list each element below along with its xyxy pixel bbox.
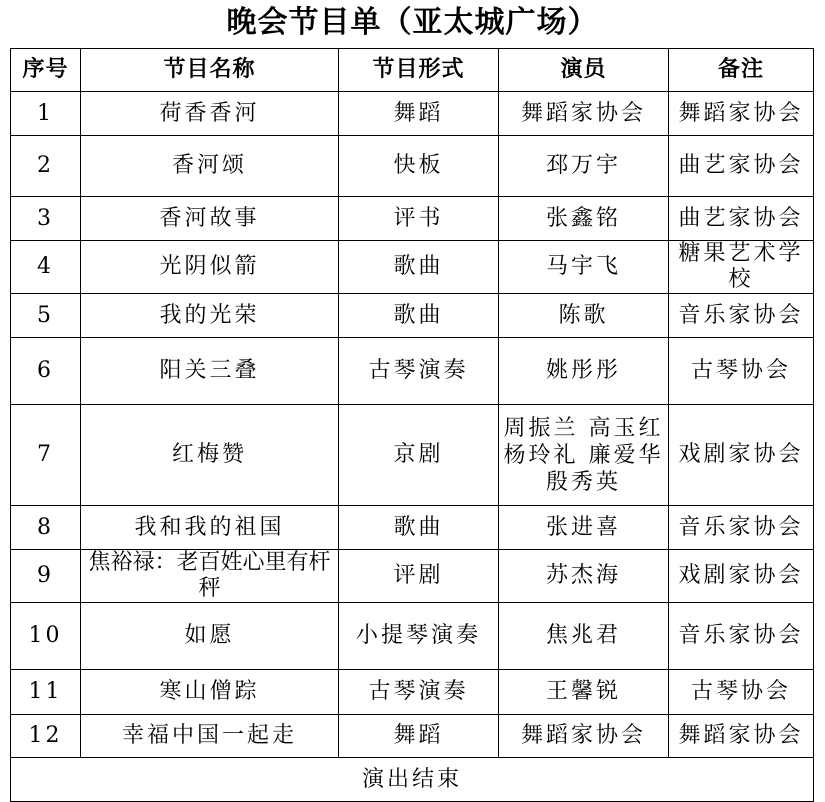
table-row	[11, 92, 814, 136]
row-program-name: 如愿	[81, 603, 339, 670]
table-row	[11, 241, 814, 294]
row-program-form: 舞蹈	[339, 715, 499, 758]
row-index: 10	[11, 603, 81, 670]
program-table	[10, 48, 814, 802]
row-program-name: 荷香香河	[81, 92, 339, 136]
row-performer: 陈歌	[499, 294, 669, 338]
row-program-form: 古琴演奏	[339, 670, 499, 715]
row-program-form: 歌曲	[339, 241, 499, 294]
row-note: 曲艺家协会	[669, 197, 814, 241]
row-index: 12	[11, 715, 81, 758]
row-index: 8	[11, 506, 81, 550]
row-note: 舞蹈家协会	[669, 715, 814, 758]
row-index: 9	[11, 550, 81, 603]
row-program-form: 歌曲	[339, 506, 499, 550]
row-note: 音乐家协会	[669, 294, 814, 338]
row-program-form: 评剧	[339, 550, 499, 603]
row-performer: 王馨锐	[499, 670, 669, 715]
row-performer: 马宇飞	[499, 241, 669, 294]
row-note: 古琴协会	[669, 338, 814, 405]
row-performer: 焦兆君	[499, 603, 669, 670]
row-program-name: 光阴似箭	[81, 241, 339, 294]
header-program-name: 节目名称	[81, 49, 339, 92]
row-program-name: 幸福中国一起走	[81, 715, 339, 758]
table-row	[11, 197, 814, 241]
row-note: 音乐家协会	[669, 603, 814, 670]
row-performer: 邳万宇	[499, 136, 669, 197]
row-program-name: 香河故事	[81, 197, 339, 241]
table-row	[11, 405, 814, 506]
row-note: 音乐家协会	[669, 506, 814, 550]
table-row	[11, 338, 814, 405]
row-program-name: 寒山僧踪	[81, 670, 339, 715]
row-program-form: 小提琴演奏	[339, 603, 499, 670]
row-performer	[499, 405, 669, 506]
row-note: 戏剧家协会	[669, 405, 814, 506]
row-performer: 苏杰海	[499, 550, 669, 603]
row-performer: 舞蹈家协会	[499, 715, 669, 758]
row-program-form: 京剧	[339, 405, 499, 506]
table-row	[11, 294, 814, 338]
row-note: 古琴协会	[669, 670, 814, 715]
row-performer: 张鑫铭	[499, 197, 669, 241]
performer-line: 杨玲礼 廉爱华	[503, 442, 664, 468]
table-row	[11, 603, 814, 670]
row-performer: 姚彤彤	[499, 338, 669, 405]
row-performer: 张进喜	[499, 506, 669, 550]
page-title: 晚会节目单（亚太城广场）	[226, 5, 599, 40]
row-index: 11	[11, 670, 81, 715]
header-index: 序号	[11, 49, 81, 92]
table-row	[11, 670, 814, 715]
table-row	[11, 715, 814, 758]
performer-line: 周振兰 高玉红	[503, 415, 664, 441]
row-note: 舞蹈家协会	[669, 92, 814, 136]
row-program-name: 我和我的祖国	[81, 506, 339, 550]
table-row	[11, 550, 814, 603]
row-program-name: 香河颂	[81, 136, 339, 197]
row-program-form: 歌曲	[339, 294, 499, 338]
row-index: 1	[11, 92, 81, 136]
row-index: 3	[11, 197, 81, 241]
header-performer: 演员	[499, 49, 669, 92]
row-program-name: 焦裕禄：老百姓心里有杆秤	[81, 550, 339, 603]
row-program-name: 我的光荣	[81, 294, 339, 338]
row-performer: 舞蹈家协会	[499, 92, 669, 136]
table-row	[11, 506, 814, 550]
table-header-row	[11, 49, 814, 92]
performer-line: 殷秀英	[545, 469, 621, 495]
footer-row	[11, 758, 814, 802]
row-note: 曲艺家协会	[669, 136, 814, 197]
row-index: 7	[11, 405, 81, 506]
row-program-form: 快板	[339, 136, 499, 197]
row-note: 戏剧家协会	[669, 550, 814, 603]
row-program-name: 红梅赞	[81, 405, 339, 506]
row-program-form: 舞蹈	[339, 92, 499, 136]
row-program-name: 阳关三叠	[81, 338, 339, 405]
table-row	[11, 136, 814, 197]
row-index: 5	[11, 294, 81, 338]
header-program-form: 节目形式	[339, 49, 499, 92]
row-index: 4	[11, 241, 81, 294]
program-end-note: 演出结束	[11, 758, 814, 802]
header-note: 备注	[669, 49, 814, 92]
row-index: 2	[11, 136, 81, 197]
row-program-form: 古琴演奏	[339, 338, 499, 405]
row-index: 6	[11, 338, 81, 405]
row-program-form: 评书	[339, 197, 499, 241]
row-note: 糖果艺术学校	[669, 241, 814, 294]
